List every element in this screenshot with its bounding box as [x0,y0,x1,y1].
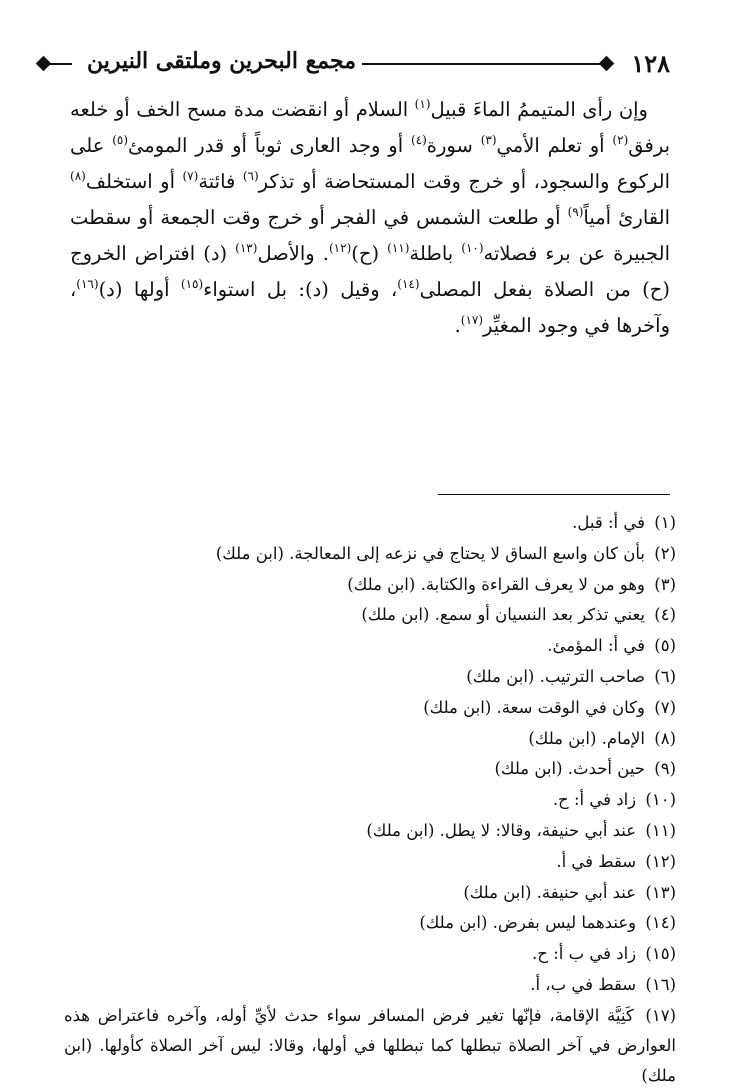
footnote-text: يعني تذكر بعد النسيان أو سمع. (ابن ملك) [361,605,645,625]
footnote-text: عند أبي حنيفة. (ابن ملك) [463,882,637,902]
footnote-text: عند أبي حنيفة، وقالا: لا يطل. (ابن ملك) [366,820,637,840]
footnote-number: (٦) [654,666,676,686]
footnote-item [64,785,676,816]
footnote-number: (١٥) [645,944,676,964]
footnote-text: في أ: قبل. [572,513,645,532]
footnote-item [64,600,676,631]
footnote-text: زاد في أ: ح. [552,790,637,810]
footnote-number: (١٧) [645,1005,677,1025]
text-segment: أو وجد العارى ثوباً أو قدر المومئ [128,134,411,157]
main-text [70,92,670,344]
footnote-item [64,878,676,909]
diamond-ornament-left-icon [36,56,52,72]
footnote-ref[interactable]: (١٠) [461,241,484,255]
text-segment: (ح) [351,242,388,265]
main-paragraph [70,92,670,344]
footnote-ref[interactable]: (٧) [182,169,199,183]
footnote-ref[interactable]: (٦) [242,169,259,183]
text-segment: ، وقيل (د): بل استواء [203,278,398,301]
footnote-item [64,754,676,785]
footnote-ref[interactable]: (١٢) [328,241,352,255]
text-segment: أولها (د) [98,278,181,301]
text-segment: أو طلعت الشمس في الفجر أو خرج وقت الجمعة أو سقطت الجبيرة عن برء فصلاته [70,206,670,265]
text-segment: أو تعلم الأمي [496,134,613,157]
footnote-ref[interactable]: (١٦) [76,277,99,291]
footnote-text: كَنِيَّة الإقامة، فإنّها تغير فرض المسافر سواء حدث لأيِّ أوله، وآخره فاعتراض هذه العوارض في آخر الصلاة تبطلها كما تبطلها في أولها، وقالا: ليس آخر الصلاة كأولها. (ابن ملك) [64,1005,676,1085]
text-segment: فائتة [198,170,243,193]
footnote-ref[interactable]: (١٧) [460,313,484,327]
footnote-item [64,508,676,539]
footnote-item [64,631,676,662]
footnotes [64,508,676,1091]
footnote-text: سقط في أ. [556,851,637,871]
footnote-text: وكان في الوقت سعة. (ابن ملك) [423,697,645,717]
footnote-ref[interactable]: (٩) [567,205,584,219]
footnote-ref[interactable]: (١٥) [180,277,204,291]
text-segment: باطلة [409,242,462,265]
text-segment: (د) افتراض الخروج (ح) من الصلاة بفعل المصلى [70,242,670,301]
text-segment: . [454,314,461,337]
footnote-item [64,570,676,601]
footnote-item [64,970,676,1001]
footnote-number: (١١) [645,820,676,840]
footnote-item [64,724,676,755]
footnote-text: حين أحدث. (ابن ملك) [494,759,645,779]
footnote-item [64,816,676,847]
footnote-text: سقط في ب، أ. [530,974,637,994]
footnote-number: (١) [654,513,676,532]
text-segment: القارئ أمياً [583,206,671,229]
footnote-ref[interactable]: (١) [414,97,431,111]
running-title: مجمع البحرين وملتقى النيرين [87,48,356,74]
footnote-number: (١٣) [645,882,676,902]
footnote-ref[interactable]: (١١) [387,241,410,255]
footnote-number: (٧) [654,697,676,717]
footnote-item [64,908,676,939]
page-number: ١٢٨ [631,49,670,78]
header-rule-right [362,63,604,65]
footnote-ref[interactable]: (٢) [612,133,629,147]
footnote-separator [438,494,670,495]
footnote-text: الإمام. (ابن ملك) [528,728,645,748]
footnote-number: (٤) [654,605,676,625]
footnote-text: في أ: المؤمئ. [547,636,645,656]
footnote-ref[interactable]: (١٣) [235,241,258,255]
footnote-number: (٢) [654,543,676,563]
footnote-text: صاحب الترتيب. (ابن ملك) [466,666,645,686]
footnote-item [64,847,676,878]
footnote-item [64,939,676,970]
footnote-number: (١٦) [645,974,676,994]
footnote-item [64,693,676,724]
footnote-text: وعندهما ليس بفرض. (ابن ملك) [419,913,637,933]
footnote-ref[interactable]: (٤) [410,133,427,147]
footnote-text: بأن كان واسع الساق لا يحتاج في نزعه إلى المعالجة. (ابن ملك) [215,543,645,563]
text-segment: أو استخلف [85,170,183,193]
text-segment: سورة [426,134,481,157]
footnote-item [64,539,676,570]
footnote-number: (١٤) [645,913,676,933]
footnote-ref[interactable]: (١٤) [397,277,420,291]
footnote-ref[interactable]: (٣) [480,133,497,147]
running-header [38,44,670,84]
text-segment: ، وآخرها في وجود المغيِّر [70,278,670,337]
footnote-number: (١٢) [645,851,676,871]
footnote-number: (٨) [654,728,676,748]
footnote-text: وهو من لا يعرف القراءة والكتابة. (ابن ملك) [347,574,645,594]
footnote-ref[interactable]: (٥) [112,133,129,147]
footnote-number: (٩) [654,759,676,779]
footnote-number: (٥) [654,636,676,656]
footnote-number: (١٠) [645,790,676,810]
text-segment: . والأصل [257,242,329,265]
footnote-item [64,1001,676,1091]
footnote-ref[interactable]: (٨) [70,169,86,183]
text-segment: وإن رأى المتيممُ الماءَ قبيل [430,98,648,121]
footnote-text: زاد في ب أ: ح. [532,944,637,964]
text-segment: السلام أو انقضت مدة مسح الخف أو خلعه برفق [70,98,671,157]
footnote-number: (٣) [654,574,676,594]
footnote-item [64,662,676,693]
text-segment: على الركوع والسجود، أو خرج وقت المستحاضة أو تذكر [70,134,670,193]
